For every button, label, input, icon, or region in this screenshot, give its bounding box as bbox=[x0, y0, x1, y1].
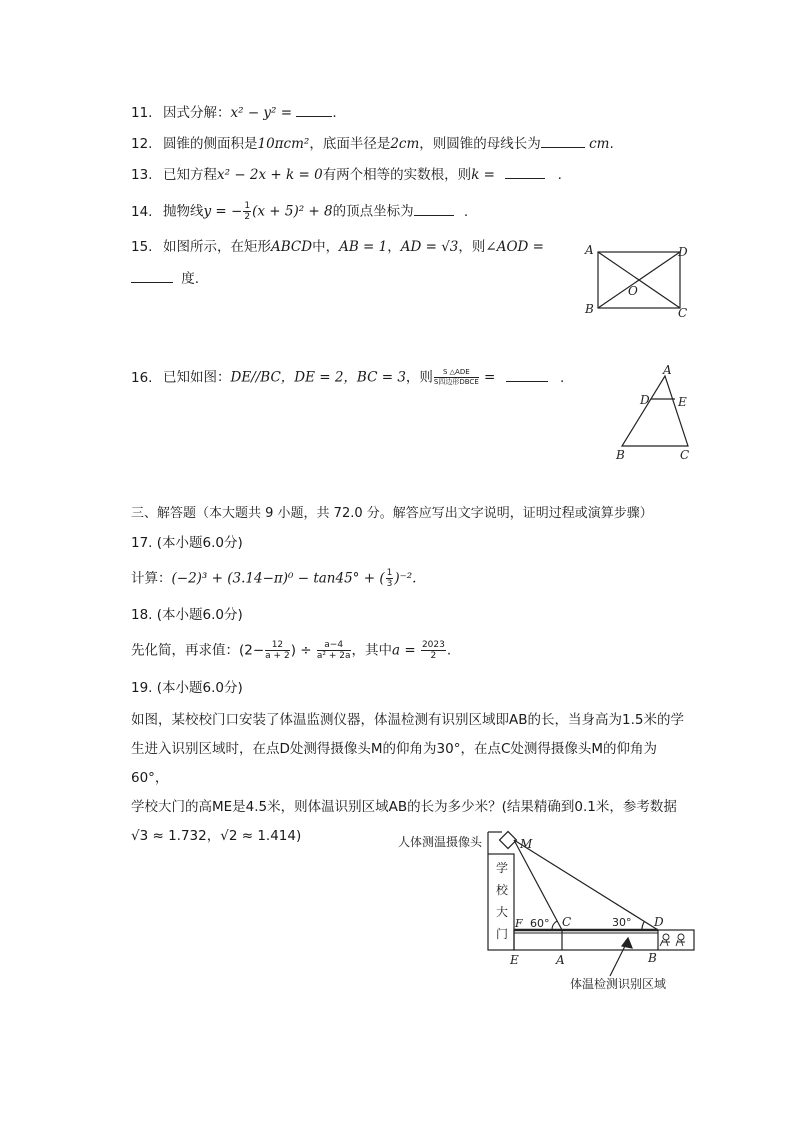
triangle-figure bbox=[610, 362, 700, 462]
gate-char-3: 大 bbox=[496, 905, 509, 919]
label-e: E bbox=[678, 395, 687, 409]
gate-camera-figure bbox=[390, 826, 710, 996]
question-15: 15. 如图所示，在矩形ABCD中，AB = 1，AD = √3，则∠AOD = bbox=[131, 239, 544, 255]
question-14: 14. 抛物线y = − $\frac{1}{2}$ (x + 5)² + 8的顶点坐标为 . bbox=[131, 201, 469, 222]
answer-blank[interactable] bbox=[414, 203, 454, 216]
question-18: 先化简，再求值：(2− $\frac{12}{a + 2}$ ) ÷ $\frac{a-4}{\text{a² + 2a}}$ ，其中a = $\frac{2023}{2}$ . bbox=[131, 640, 452, 661]
question-15-cont: 度. bbox=[131, 270, 199, 288]
fraction: $\frac{12}{a + 2}$ bbox=[265, 640, 290, 661]
triangle-abc bbox=[622, 376, 688, 446]
question-12: 12. 圆锥的侧面积是10πcm²，底面半径是2cm，则圆锥的母线长为 cm. bbox=[131, 136, 614, 152]
question-17-head: 17. (本小题6.0分) bbox=[131, 535, 243, 551]
label-a: A bbox=[585, 243, 594, 257]
label-d: D bbox=[640, 393, 650, 407]
label-e: E bbox=[510, 953, 519, 967]
rectangle-figure bbox=[580, 240, 690, 320]
label-c: C bbox=[562, 915, 572, 929]
gate-char-1: 学 bbox=[496, 861, 509, 875]
question-17: 计算：(−2)³ + (3.14−π)⁰ − tan45° + ( $\frac{1}{3}$ )⁻². bbox=[131, 568, 417, 589]
fraction: $\frac{a-4}{\text{a² + 2a}}$ bbox=[316, 640, 351, 661]
fraction: $\frac{1}{2}$ bbox=[244, 201, 251, 222]
label-b: B bbox=[585, 302, 594, 316]
question-19-head: 19. (本小题6.0分) bbox=[131, 680, 243, 696]
label-d: D bbox=[678, 245, 688, 259]
people-icon bbox=[660, 934, 685, 946]
label-d: D bbox=[654, 915, 664, 929]
question-13: 13. 已知方程x² − 2x + k = 0有两个相等的实数根，则k = . bbox=[131, 167, 562, 183]
answer-blank[interactable] bbox=[506, 369, 548, 382]
label-a: A bbox=[663, 363, 672, 377]
answer-blank[interactable] bbox=[296, 104, 332, 117]
fraction: $\frac{1}{3}$ bbox=[386, 568, 393, 589]
question-11: 11. 因式分解：x² − y² = . bbox=[131, 105, 337, 121]
label-f: F bbox=[515, 917, 523, 930]
label-m: M bbox=[520, 837, 533, 851]
label-b: B bbox=[616, 448, 625, 462]
section-heading: 三、解答题（本大题共 9 小题，共 72.0 分。解答应写出文字说明，证明过程或演算步骤） bbox=[131, 506, 653, 521]
angle-30-label: 30° bbox=[612, 916, 632, 929]
zone-label: 体温检测识别区域 bbox=[570, 977, 667, 991]
label-a: A bbox=[556, 953, 565, 967]
camera-icon bbox=[500, 832, 517, 849]
area-ratio-fraction: $\frac{\text{S △ADE}}{\text{S四边形DBCE}}$ bbox=[433, 368, 479, 386]
question-18-head: 18. (本小题6.0分) bbox=[131, 607, 243, 623]
answer-blank[interactable] bbox=[131, 270, 173, 283]
angle-60-label: 60° bbox=[530, 917, 550, 930]
label-c: C bbox=[678, 306, 688, 320]
question-16: 16. 已知如图：DE//BC，DE = 2，BC = 3，则 $\frac{\text{S △ADE}}{\text{S四边形DBCE}}$ = . bbox=[131, 368, 565, 386]
angle-arc-60 bbox=[552, 921, 557, 930]
answer-blank[interactable] bbox=[541, 135, 585, 148]
answer-blank[interactable] bbox=[505, 166, 545, 179]
camera-label: 人体测温摄像头 bbox=[398, 835, 483, 849]
gate-char-4: 门 bbox=[496, 927, 509, 941]
label-o: O bbox=[628, 284, 638, 298]
gate-char-2: 校 bbox=[496, 883, 509, 897]
fraction: $\frac{2023}{2}$ bbox=[421, 640, 445, 661]
label-c: C bbox=[680, 448, 690, 462]
angle-arc-30 bbox=[642, 922, 644, 930]
label-b: B bbox=[648, 951, 657, 965]
question-19-body: 如图，某校校门口安装了体温监测仪器，体温检测有识别区域即AB的长，当身高为1.5米的学 生进入识别区域时，在点D处测得摄像头M的仰角为30°，在点C处测得摄像头M的仰角为60°， 学校大门的高ME是4.5米，则体温识别区域AB的长为多少米？(结果精确到0.1米，参考数据 √3 ≈ 1.732，√2 ≈ 1.414) bbox=[131, 712, 684, 844]
